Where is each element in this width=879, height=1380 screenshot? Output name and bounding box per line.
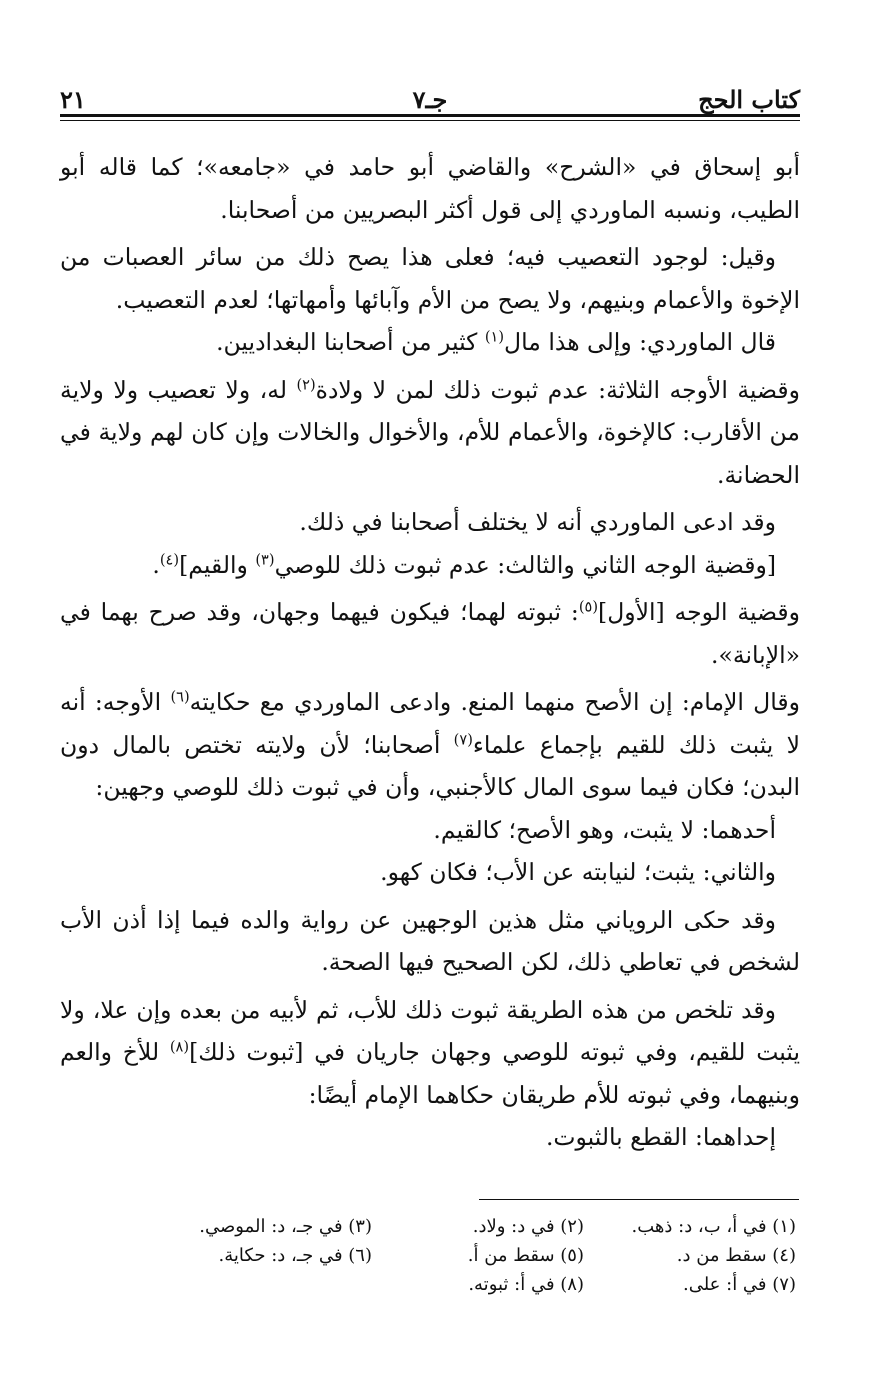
- paragraph: [وقضية الوجه الثاني والثالث: عدم ثبوت ذلك للوصي$^{(٣)}$ والقيم]$^{(٤)}$.: [152, 550, 776, 579]
- footnote-2: (٢) في د: ولاد.: [472, 1216, 584, 1237]
- paragraph: أحدهما: لا يثبت، وهو الأصح؛ كالقيم.: [433, 815, 776, 844]
- paragraph: وقال الإمام: إن الأصح منهما المنع. وادعى الماوردي مع حكايته$^{(٦)}$ الأوجه: أنه لا يثبت ذلك للقيم بإجماع علماء$^{(٧)}$ أصحابنا؛ لأن ولايته تختص بالمال دون البدن؛ فكان فيما سوى المال كالأجنبي، وأن في ثبوت ذلك للوصي وجهين:: [60, 688, 801, 801]
- book-title: كتاب الحج: [698, 85, 800, 114]
- header-rule-thin: [60, 120, 800, 121]
- paragraph: إحداهما: القطع بالثبوت.: [545, 1123, 776, 1151]
- paragraph: وقضية الوجه [الأول]$^{(٥)}$: ثبوته لهما؛ فيكون فيهما وجهان، وقد صرح بهما في «الإبانة».: [60, 598, 800, 669]
- paragraph: وقد حكى الروياني مثل هذين الوجهين عن رواية والده فيما إذا أذن الأب لشخص في تعاطي ذلك، لكن الصحيح فيها الصحة.: [60, 905, 800, 976]
- footnote-marker: (٧): [453, 730, 473, 748]
- paragraph: وقضية الأوجه الثلاثة: عدم ثبوت ذلك لمن لا ولادة$^{(٢)}$ له، ولا تعصيب ولا ولاية من الأقارب: كالإخوة، والأعمام للأم، والأخوال والخالات وإن كان لهم ولاية في الحضانة.: [60, 375, 800, 489]
- footnote-6: (٦) في جـ، د: حكاية.: [218, 1245, 372, 1266]
- page-header: [60, 74, 800, 114]
- header-rule-thick: [60, 114, 800, 117]
- page-number: ٢١: [60, 85, 86, 114]
- footnote-marker: (٢): [296, 375, 316, 393]
- footnote-marker: (٤): [159, 550, 180, 568]
- volume-label: جـ٧: [412, 85, 448, 114]
- paragraph: أبو إسحاق في «الشرح» والقاضي أبو حامد في «جامعه»؛ كما قاله أبو الطيب، ونسبه الماوردي إلى قول أكثر البصريين من أصحابنا.: [60, 153, 800, 224]
- paragraph: وقيل: لوجود التعصيب فيه؛ فعلى هذا يصح ذلك من سائر العصبات من الإخوة والأعمام وبنيهم، ولا يصح من الأم وآبائها وأمهاتها؛ لعدم التعصيب.: [60, 243, 800, 314]
- footnote-marker: (١): [484, 328, 505, 346]
- footnote-marker: (٨): [169, 1038, 190, 1056]
- paragraph: وقد ادعى الماوردي أنه لا يختلف أصحابنا في ذلك.: [299, 508, 776, 536]
- footnote-1: (١) في أ، ب، د: ذهب.: [631, 1216, 796, 1237]
- footnote-separator: [479, 1199, 799, 1200]
- paragraph: قال الماوردي: وإلى هذا مال$^{(١)}$ كثير من أصحابنا البغداديين.: [216, 328, 776, 356]
- footnote-4: (٤) سقط من د.: [676, 1245, 796, 1266]
- main-text: [60, 146, 800, 1159]
- footnote-marker: (٣): [255, 550, 275, 568]
- footnote-marker: (٥): [578, 598, 599, 616]
- footnote-marker: (٦): [170, 688, 190, 706]
- paragraph: والثاني: يثبت؛ لنيابته عن الأب؛ فكان كهو.: [380, 858, 776, 886]
- footnote-7: (٧) في أ: على.: [683, 1274, 796, 1295]
- footnote-5: (٥) سقط من أ.: [467, 1245, 584, 1266]
- footnote-3: (٣) في جـ، د: الموصي.: [199, 1216, 372, 1237]
- paragraph: وقد تلخص من هذه الطريقة ثبوت ذلك للأب، ثم لأبيه من بعده وإن علا، ولا يثبت للقيم، وفي ثبوته للوصي وجهان جاريان في [ثبوت ذلك]$^{(٨)}$ للأخ والعم وبنيهما، وفي ثبوته للأم طريقان حكاهما الإمام أيضًا:: [60, 995, 800, 1109]
- footnote-8: (٨) في أ: ثبوته.: [468, 1274, 584, 1295]
- footnotes: [160, 1212, 796, 1299]
